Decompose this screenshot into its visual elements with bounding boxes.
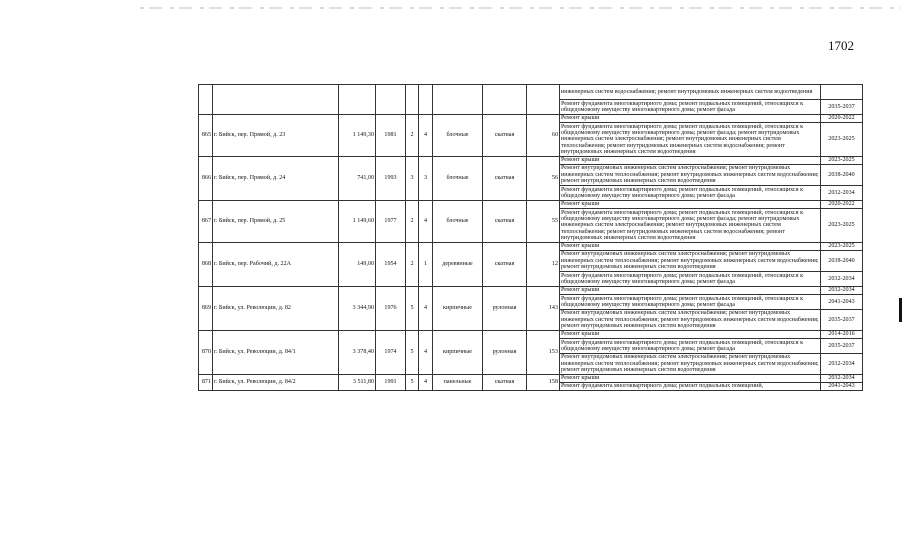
scan-edge-mark bbox=[899, 298, 902, 322]
table-row bbox=[199, 157, 863, 165]
page-number: 1702 bbox=[828, 38, 854, 53]
work-description: Ремонт крыши bbox=[560, 287, 821, 295]
work-years: 2020-2022 bbox=[821, 115, 863, 123]
work-description: Ремонт крыши bbox=[560, 243, 821, 251]
year-built-cell: 1977 bbox=[376, 201, 406, 243]
row-number: 870 bbox=[199, 331, 213, 375]
work-years: 2032-2034 bbox=[821, 272, 863, 287]
year-cell bbox=[376, 85, 406, 115]
area-cell: 1 149,30 bbox=[339, 115, 376, 157]
area-cell: 741,00 bbox=[339, 157, 376, 201]
entrances-cell: 4 bbox=[419, 287, 433, 331]
work-description: инженерных систем водоснабжения; ремонт внутридомовых инженерных систем водоотведения bbox=[560, 85, 821, 100]
table-row bbox=[199, 375, 863, 383]
address-cell: г. Бийск, пер. Прямой, д. 23 bbox=[213, 115, 339, 157]
work-description: Ремонт внутридомовых инженерных систем электроснабжения; ремонт внутридомовых инженерных систем теплоснабжения; ремонт внутридомовых инженерных систем водоснабжения; ремонт внутридомовых инженерных систем водоотведения bbox=[561, 354, 819, 374]
work-description: Ремонт крыши bbox=[560, 157, 821, 165]
floors-cell: 5 bbox=[406, 331, 419, 375]
walls-material-cell: блочные bbox=[433, 157, 483, 201]
table-row bbox=[199, 287, 863, 295]
address-cell: г. Бийск, пер. Рабочий, д. 22А bbox=[213, 243, 339, 287]
table-row bbox=[199, 85, 863, 100]
year-built-cell: 1991 bbox=[376, 375, 406, 391]
roof-cell bbox=[483, 85, 527, 115]
work-description: Ремонт фундамента многоквартирного дома; ремонт подвальных помещений, относящихся к общедомовому имуществу многоквартирного дома; ремонт фасада bbox=[560, 339, 821, 354]
work-years: 2023-2025 bbox=[821, 123, 863, 157]
work-description: Ремонт фундамента многоквартирного дома; ремонт подвальных помещений, относящихся к общедомовому имуществу многоквартирного дома; ремонт фасада; ремонт внутридомовых инженерных систем электроснабжения; ремонт внутридомовых инженерных систем теплоснабжения; ремонт внутридомовых инженерных систем водоснабжения; ремонт внутридомовых инженерных систем водоотведения bbox=[560, 123, 821, 157]
entrances-cell: 4 bbox=[419, 115, 433, 157]
roof-type-cell: скатная bbox=[483, 375, 527, 391]
floors-cell: 5 bbox=[406, 375, 419, 391]
work-description: Ремонт крыши bbox=[560, 201, 821, 209]
table-row bbox=[199, 331, 863, 339]
address-cell: г. Бийск, пер. Прямой, д. 25 bbox=[213, 201, 339, 243]
row-number: 871 bbox=[199, 375, 213, 391]
work-years: 2014-2016 bbox=[821, 331, 863, 339]
area-cell bbox=[339, 85, 376, 115]
area-cell: 3 378,40 bbox=[339, 331, 376, 375]
year-built-cell: 1976 bbox=[376, 287, 406, 331]
year-built-cell: 1993 bbox=[376, 157, 406, 201]
work-years: 2023-2025 bbox=[821, 157, 863, 165]
row-number: 869 bbox=[199, 287, 213, 331]
work-description: Ремонт внутридомовых инженерных систем электроснабжения; ремонт внутридомовых инженерных систем теплоснабжения; ремонт внутридомовых инженерных систем водоснабжения; ремонт внутридомовых инженерных систем водоотведения bbox=[561, 165, 819, 185]
work-years: 2023-2025 bbox=[821, 243, 863, 251]
walls-material-cell: кирпичные bbox=[433, 331, 483, 375]
entrances-cell: 4 bbox=[419, 331, 433, 375]
floors-cell: 5 bbox=[406, 287, 419, 331]
entrances-cell: 4 bbox=[419, 375, 433, 391]
year-built-cell: 1981 bbox=[376, 115, 406, 157]
scan-artifact-line bbox=[140, 7, 900, 9]
capital-repair-table bbox=[198, 84, 863, 391]
row-number: 866 bbox=[199, 157, 213, 201]
entrances-cell: 4 bbox=[419, 201, 433, 243]
work-description: Ремонт внутридомовых инженерных систем электроснабжения; ремонт внутридомовых инженерных систем теплоснабжения; ремонт внутридомовых инженерных систем водоснабжения; ремонт внутридомовых инженерных систем водоотведения bbox=[561, 310, 819, 330]
work-description: Ремонт фундамента многоквартирного дома; ремонт подвальных помещений, относящихся к общедомовому имуществу многоквартирного дома; ремонт фасада; ремонт внутридомовых инженерных систем электроснабжения; ремонт внутридомовых инженерных систем теплоснабжения; ремонт внутридомовых инженерных систем водоснабжения; ремонт внутридомовых инженерных систем водоотведения bbox=[560, 209, 821, 243]
roof-type-cell: скатная bbox=[483, 115, 527, 157]
work-description: Ремонт фундамента многоквартирного дома; ремонт подвальных помещений, относящихся к общедомовому имуществу многоквартирного дома; ремонт фасада bbox=[560, 186, 821, 201]
floors-cell: 2 bbox=[406, 243, 419, 287]
work-years: 2041-2043 bbox=[821, 383, 863, 391]
entrances-cell: 1 bbox=[419, 243, 433, 287]
roof-type-cell: рулонная bbox=[483, 331, 527, 375]
walls-material-cell: панельные bbox=[433, 375, 483, 391]
apartments-cell: 143 bbox=[527, 287, 560, 331]
year-built-cell: 1954 bbox=[376, 243, 406, 287]
area-cell: 3 344,90 bbox=[339, 287, 376, 331]
num-cell bbox=[199, 85, 213, 115]
area-cell: 1 149,60 bbox=[339, 201, 376, 243]
work-years bbox=[821, 85, 863, 100]
work-description: Ремонт фундамента многоквартирного дома; ремонт подвальных помещений, bbox=[560, 383, 821, 391]
work-years: 2035-2037 bbox=[821, 339, 863, 354]
year-built-cell: 1974 bbox=[376, 331, 406, 375]
address-cell: г. Бийск, ул. Революции, д. 84/1 bbox=[213, 331, 339, 375]
apartments-cell: 153 bbox=[527, 331, 560, 375]
address-cell: г. Бийск, ул. Революции, д. 84/2 bbox=[213, 375, 339, 391]
walls-material-cell: блочные bbox=[433, 201, 483, 243]
floors-cell bbox=[406, 85, 419, 115]
roof-type-cell: скатная bbox=[483, 157, 527, 201]
floors-cell: 2 bbox=[406, 115, 419, 157]
row-number: 865 bbox=[199, 115, 213, 157]
roof-type-cell: скатная bbox=[483, 243, 527, 287]
walls-material-cell: кирпичные bbox=[433, 287, 483, 331]
roof-type-cell: рулонная bbox=[483, 287, 527, 331]
work-years: 2032-2034 bbox=[821, 186, 863, 201]
floors-cell: 2 bbox=[406, 201, 419, 243]
walls-material-cell: блочные bbox=[433, 115, 483, 157]
work-description: Ремонт крыши bbox=[560, 115, 821, 123]
row-number: 867 bbox=[199, 201, 213, 243]
area-cell: 3 511,80 bbox=[339, 375, 376, 391]
work-years: 2023-2025 bbox=[821, 209, 863, 243]
work-years: 2020-2022 bbox=[821, 201, 863, 209]
work-description: Ремонт крыши bbox=[560, 375, 821, 383]
address-cell: г. Бийск, ул. Революции, д. 82 bbox=[213, 287, 339, 331]
area-cell: 149,00 bbox=[339, 243, 376, 287]
work-years: 2041-2043 bbox=[821, 295, 863, 310]
work-years: 2038-2040 bbox=[821, 251, 863, 272]
floors-cell: 3 bbox=[406, 157, 419, 201]
entrances-cell: 3 bbox=[419, 157, 433, 201]
apartments-cell: 158 bbox=[527, 375, 560, 391]
work-years: 2035-2037 bbox=[821, 100, 863, 115]
apartments-cell bbox=[527, 85, 560, 115]
apartments-cell: 56 bbox=[527, 157, 560, 201]
work-description: Ремонт фундамента многоквартирного дома; ремонт подвальных помещений, относящихся к общедомовому имуществу многоквартирного дома; ремонт фасада bbox=[560, 272, 821, 287]
walls-cell bbox=[433, 85, 483, 115]
apartments-cell: 55 bbox=[527, 201, 560, 243]
work-years: 2032-2034 bbox=[821, 375, 863, 383]
work-years: 2032-2034 bbox=[821, 287, 863, 295]
roof-type-cell: скатная bbox=[483, 201, 527, 243]
address-cell: г. Бийск, пер. Прямой, д. 24 bbox=[213, 157, 339, 201]
row-number: 868 bbox=[199, 243, 213, 287]
work-years: 2035-2037 bbox=[821, 310, 863, 331]
work-description: Ремонт крыши bbox=[560, 331, 821, 339]
apartments-cell: 12 bbox=[527, 243, 560, 287]
table-row bbox=[199, 115, 863, 123]
apartments-cell: 60 bbox=[527, 115, 560, 157]
work-description: Ремонт внутридомовых инженерных систем электроснабжения; ремонт внутридомовых инженерных систем теплоснабжения; ремонт внутридомовых инженерных систем водоснабжения; ремонт внутридомовых инженерных систем водоотведения bbox=[561, 251, 819, 271]
table-row bbox=[199, 201, 863, 209]
work-description: Ремонт фундамента многоквартирного дома; ремонт подвальных помещений, относящихся к общедомовому имуществу многоквартирного дома; ремонт фасада bbox=[560, 100, 821, 115]
address-cell bbox=[213, 85, 339, 115]
walls-material-cell: деревянные bbox=[433, 243, 483, 287]
work-description: Ремонт фундамента многоквартирного дома; ремонт подвальных помещений, относящихся к общедомовому имуществу многоквартирного дома; ремонт фасада bbox=[560, 295, 821, 310]
entrances-cell bbox=[419, 85, 433, 115]
work-years: 2038-2040 bbox=[821, 165, 863, 186]
table-row bbox=[199, 243, 863, 251]
work-years: 2032-2034 bbox=[821, 354, 863, 375]
